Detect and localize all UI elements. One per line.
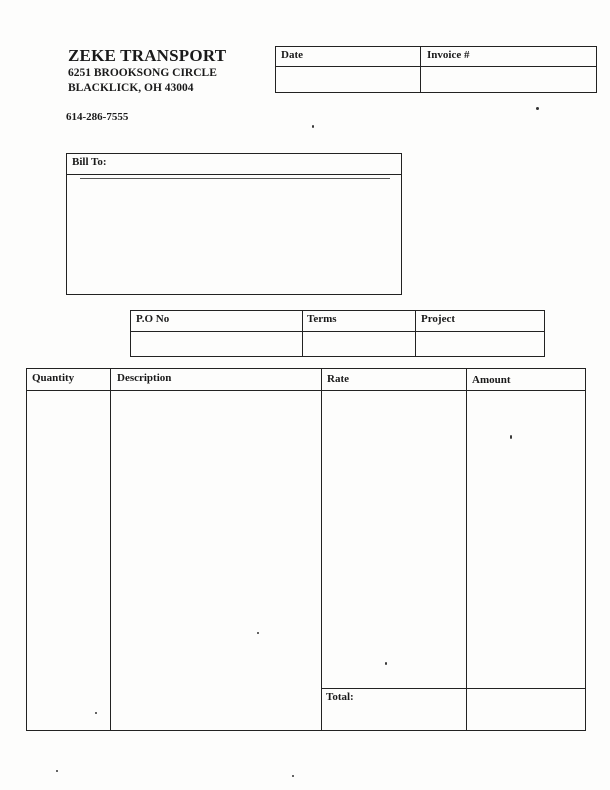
bill-to-divider: [66, 174, 402, 175]
line-items-column-divider-1: [110, 368, 111, 731]
invoice-number-label: Invoice #: [427, 49, 470, 61]
scan-speck: [312, 125, 314, 128]
bill-to-inner-line: [80, 178, 390, 179]
date-label: Date: [281, 49, 303, 61]
line-items-column-divider-2: [321, 368, 322, 731]
total-label: Total:: [326, 691, 354, 703]
bill-to-label: Bill To:: [72, 156, 107, 168]
column-header-rate: Rate: [327, 373, 349, 385]
date-invoice-column-divider: [420, 46, 421, 93]
company-address-line2: BLACKLICK, OH 43004: [68, 82, 194, 94]
company-phone: 614-286-7555: [66, 111, 129, 123]
project-label: Project: [421, 313, 455, 325]
scan-speck: [95, 712, 97, 714]
scan-speck: [510, 435, 512, 439]
column-header-description: Description: [117, 372, 172, 384]
scan-speck: [292, 775, 294, 777]
total-row-divider: [321, 688, 586, 689]
column-header-amount: Amount: [472, 374, 511, 386]
order-info-column-divider-2: [415, 310, 416, 357]
line-items-column-divider-3: [466, 368, 467, 731]
scan-speck: [536, 107, 539, 110]
order-info-box: [130, 310, 545, 357]
company-address-line1: 6251 BROOKSONG CIRCLE: [68, 67, 217, 79]
order-info-column-divider-1: [302, 310, 303, 357]
scan-speck: [56, 770, 58, 772]
date-invoice-divider: [275, 66, 597, 67]
terms-label: Terms: [307, 313, 337, 325]
company-name: ZEKE TRANSPORT: [68, 46, 227, 65]
column-header-quantity: Quantity: [32, 372, 75, 384]
scan-speck: [257, 632, 259, 634]
po-number-label: P.O No: [136, 313, 170, 325]
scan-speck: [385, 662, 387, 665]
order-info-divider: [130, 331, 545, 332]
